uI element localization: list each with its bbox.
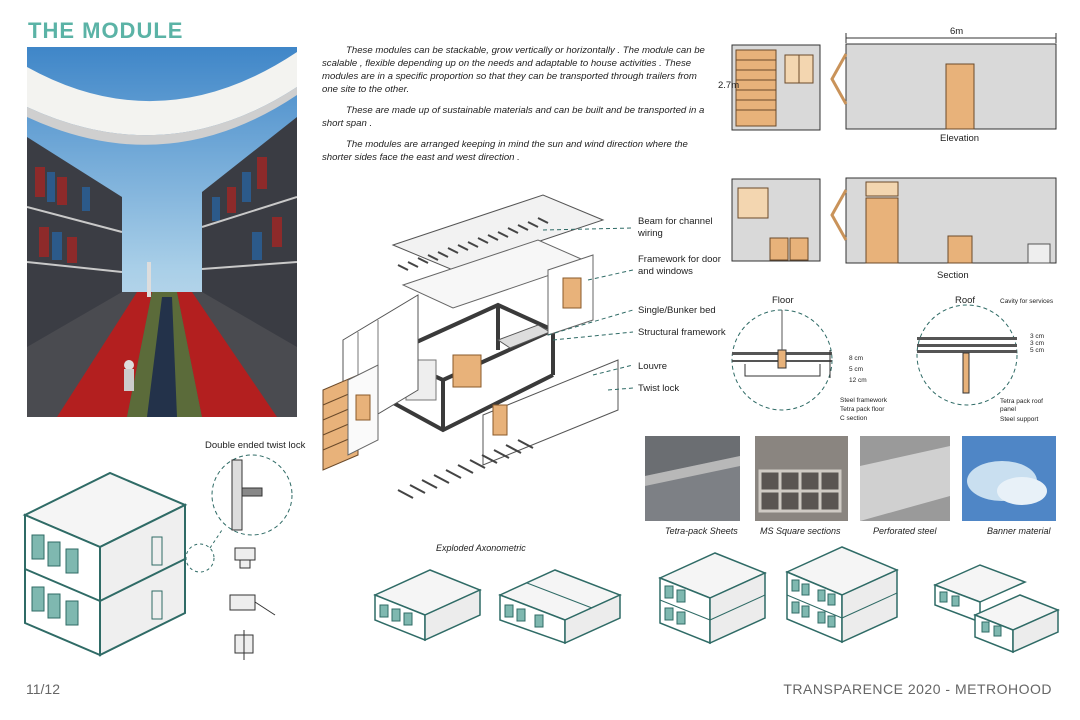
end-section <box>730 176 825 266</box>
callout-beam: Beam for channel wiring <box>638 216 713 239</box>
roof-measure: 3 cm <box>1030 340 1045 347</box>
material-label: MS Square sections <box>760 526 841 536</box>
page-title: THE MODULE <box>28 18 184 43</box>
exploded-caption: Exploded Axonometric <box>436 543 526 553</box>
material-swatch-banner <box>962 436 1056 521</box>
module-config-double-vertical <box>655 548 770 648</box>
description <box>322 44 707 172</box>
length-dimension: 6m <box>950 26 964 37</box>
material-swatch-ms-sections <box>755 436 848 521</box>
material-label: Perforated steel <box>873 526 937 536</box>
floor-callout: Tetra pack floor <box>840 406 885 413</box>
callout-structural-framework: Structural framework <box>638 327 726 338</box>
floor-detail <box>730 300 850 425</box>
floor-measure: 12 cm <box>849 377 867 384</box>
roof-callout: Tetra pack roof panel <box>1000 398 1043 413</box>
description-paragraph: These are made up of sustainable materials and can be built and be transported in a short span . <box>322 105 705 129</box>
material-label: Banner material <box>987 526 1051 536</box>
roof-title: Roof <box>955 295 976 306</box>
floor-callout: C section <box>840 415 868 422</box>
elevation-label: Elevation <box>940 133 980 144</box>
floor-title: Floor <box>772 295 794 306</box>
callout-bed: Single/Bunker bed <box>638 305 716 316</box>
exploded-axonometric <box>318 190 638 540</box>
callout-door-framework: Framework for door and windows <box>638 254 721 277</box>
roof-measure: 3 cm <box>1030 333 1045 340</box>
twist-lock-label: Double ended twist lock <box>205 440 306 451</box>
roof-callout: Steel support <box>1000 416 1039 423</box>
twist-lock-detail <box>180 450 300 670</box>
page-number: 11/12 <box>26 681 60 697</box>
description-paragraph: These modules can be stackable, grow vertically or horizontally . The module can be scalable , flexible depending up on the needs and adaptable to house activities . These modules are in a specific proportion so that they can be transported through trailers from one site to the other. <box>322 45 705 95</box>
module-config-single <box>370 565 485 645</box>
floor-callout: Steel framework <box>840 397 887 404</box>
roof-measure: 5 cm <box>1030 347 1045 354</box>
roof-services-callout: Cavity for services <box>1000 298 1054 305</box>
stacked-module-isometric <box>20 465 190 665</box>
end-elevation <box>730 40 825 135</box>
module-config-quad <box>782 542 902 647</box>
project-title: TRANSPARENCE 2020 - METROHOOD <box>783 681 1052 697</box>
long-section <box>828 170 1063 270</box>
height-dimension: 2.7m <box>718 80 740 91</box>
description-paragraph: The modules are arranged keeping in mind the sun and wind direction where the shorter sides face the east and west direction . <box>322 139 688 163</box>
material-label: Tetra-pack Sheets <box>665 526 738 536</box>
callout-twist-lock: Twist lock <box>638 383 680 394</box>
courtyard-render <box>27 47 297 417</box>
floor-measure: 5 cm <box>849 366 864 373</box>
module-config-double-horizontal <box>495 565 625 645</box>
floor-measure: 8 cm <box>849 355 864 362</box>
module-config-staggered <box>930 560 1060 655</box>
long-elevation <box>828 24 1063 134</box>
section-label: Section <box>937 270 969 281</box>
callout-louvre: Louvre <box>638 361 668 372</box>
material-swatch-tetra-pack <box>645 436 740 521</box>
material-swatch-perforated-steel <box>860 436 950 521</box>
